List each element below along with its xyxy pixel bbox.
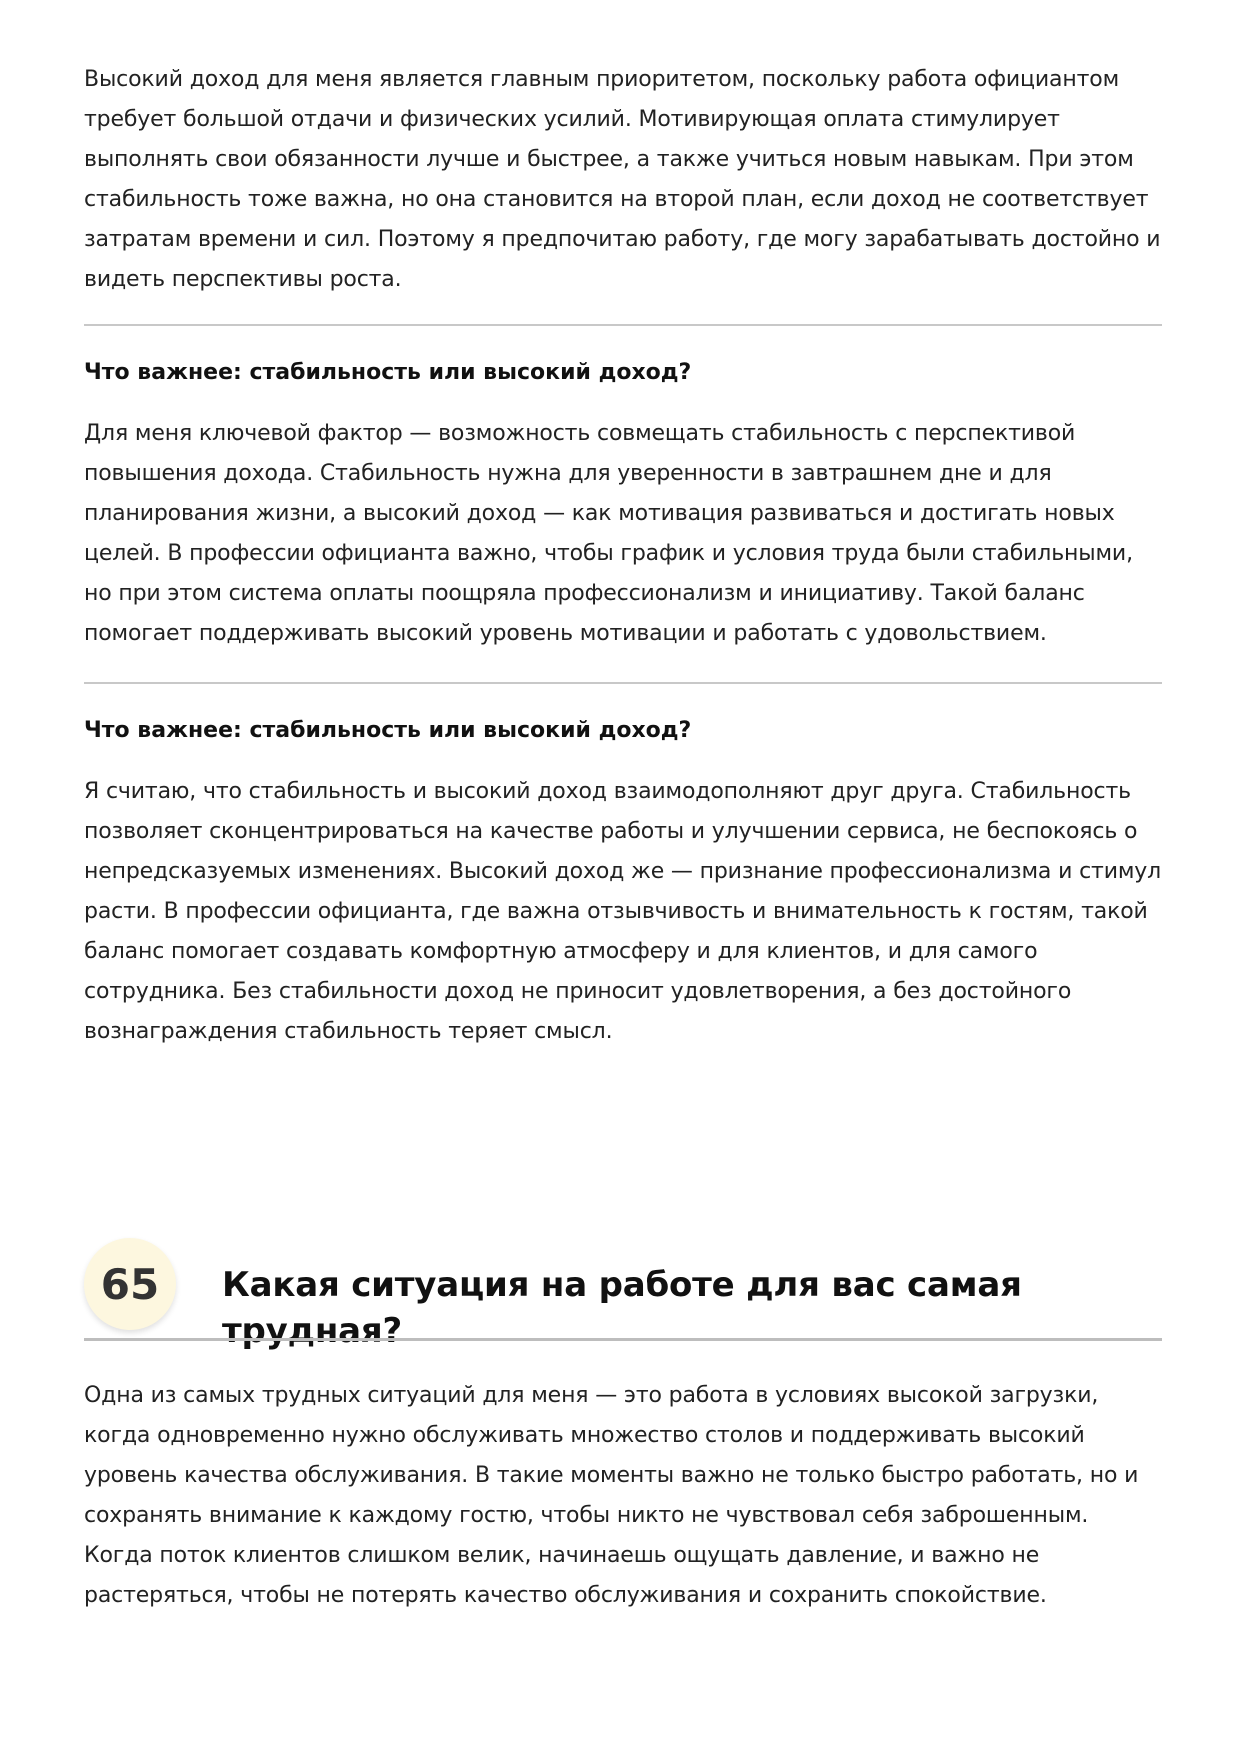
section-header-divider <box>84 1338 1162 1341</box>
section-header <box>84 1232 1162 1351</box>
answer-text: Для меня ключевой фактор — возможность совмещать стабильность с перспективой повышения дохода. Стабильность нужна для уверенности в завтрашнем дне и для планирования жизни, а высокий доход — как мотивация развиваться и достигать новых целей. В профессии официанта важно, чтобы график и условия труда были стабильными, но при этом система оплаты поощряла профессионализм и инициативу. Такой баланс помогает поддерживать высокий уровень мотивации и работать с удовольствием. <box>84 421 1133 646</box>
answer-block-1 <box>84 60 1162 300</box>
answer-text: Высокий доход для меня является главным приоритетом, поскольку работа официантом требует большой отдачи и физических усилий. Мотивирующая оплата стимулирует выполнять свои обязанности лучше и быстрее, а также учиться новым навыкам. При этом стабильность тоже важна, но она становится на второй план, если доход не соответствует затратам времени и сил. Поэтому я предпочитаю работу, где могу зарабатывать достойно и видеть перспективы роста. <box>84 67 1161 292</box>
section-title: Какая ситуация на работе для вас самая трудная? <box>222 1265 1022 1351</box>
divider <box>84 324 1162 326</box>
section-number-badge: 65 <box>84 1238 176 1330</box>
section-answer-block <box>84 1376 1162 1616</box>
answer-text: Я считаю, что стабильность и высокий доход взаимодополняют друг друга. Стабильность позволяет сконцентрироваться на качестве работы и улучшении сервиса, не беспокоясь о непредсказуемых изменениях. Высокий доход же — признание профессионализма и стимул расти. В профессии официанта, где важна отзывчивость и внимательность к гостям, такой баланс помогает создавать комфортную атмосферу и для клиентов, и для самого сотрудника. Без стабильности доход не приносит удовлетворения, а без достойного вознаграждения стабильность теряет смысл. <box>84 779 1162 1044</box>
question-heading: Что важнее: стабильность или высокий доход? <box>84 360 692 385</box>
answer-block-3 <box>84 772 1162 1052</box>
answer-text: Одна из самых трудных ситуаций для меня — это работа в условиях высокой загрузки, когда одновременно нужно обслуживать множество столов и поддерживать высокий уровень качества обслуживания. В такие моменты важно не только быстро работать, но и сохранять внимание к каждому гостю, чтобы никто не чувствовал себя заброшенным. Когда поток клиентов слишком велик, начинаешь ощущать давление, и важно не растеряться, чтобы не потерять качество обслуживания и сохранить спокойствие. <box>84 1383 1139 1608</box>
question-heading: Что важнее: стабильность или высокий доход? <box>84 718 692 743</box>
answer-block-2 <box>84 414 1162 654</box>
divider <box>84 682 1162 684</box>
